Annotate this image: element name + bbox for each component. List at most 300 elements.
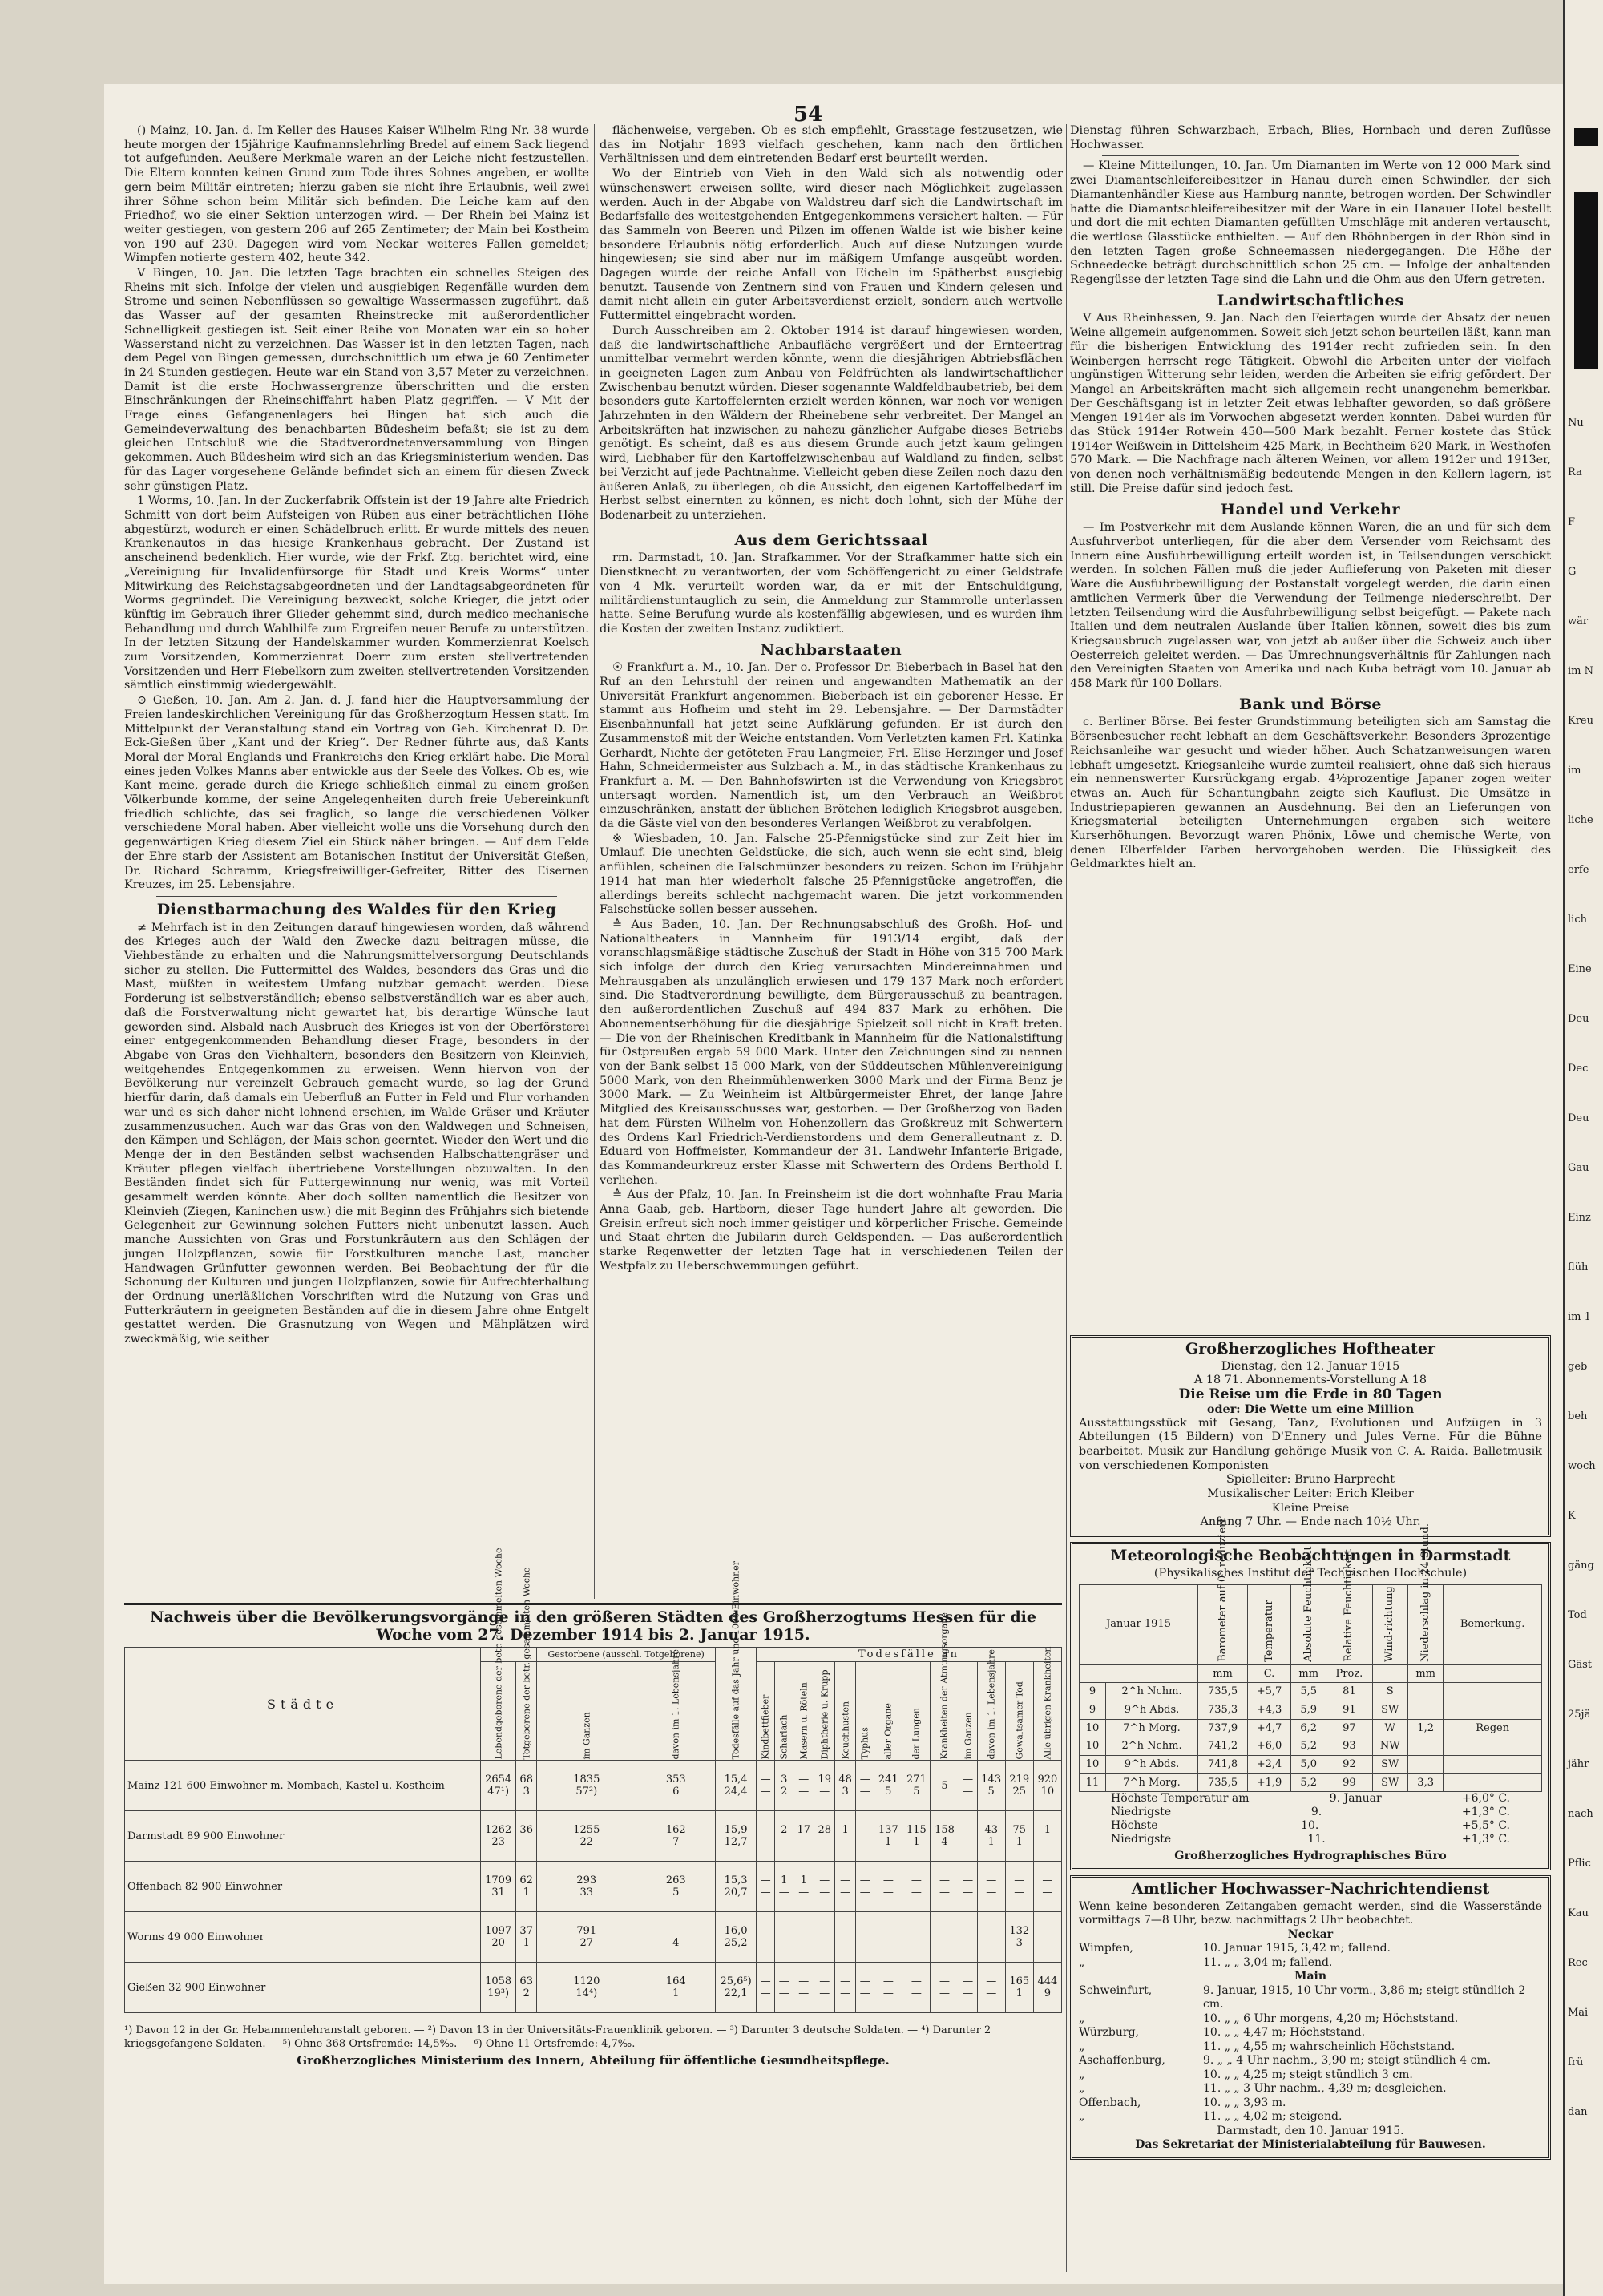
edge-fragment: Nu	[1568, 417, 1584, 429]
statistics-header-label: Gewaltsamer Tod	[1014, 1681, 1025, 1760]
statistics-cell: — —	[959, 1761, 977, 1811]
weather-cell: +2,4	[1248, 1756, 1291, 1774]
theater-spielleiter: Spielleiter: Bruno Harprecht	[1225, 1473, 1395, 1487]
statistics-cell: 143 5	[977, 1761, 1005, 1811]
water-level-row	[1079, 2068, 1542, 2083]
statistics-cell: 1 —	[835, 1811, 856, 1862]
statistics-cell: — —	[931, 1963, 959, 2013]
weather-header-label: Barometer auf 0° reduziert	[1216, 1518, 1229, 1662]
edge-fragment: Kreu	[1568, 715, 1593, 727]
weather-cell: NW	[1372, 1737, 1407, 1756]
weather-row	[1080, 1737, 1542, 1756]
news-worms: 1 Worms, 10. Jan. In der Zuckerfabrik Offstein ist der 19 Jahre alte Friedrich Schmitt von dort beim Aufsteigen von Rüben aus einer beträchtlichen Höhe abgestürzt, wodurch er einen Schädelbruch erlitt. Er wurde mittels des neuen Krankenautos in das hiesige Krankenhaus gebracht. Der Zustand ist anscheinend bedenklich. Hier wurde, wie der Frkf. Ztg. berichtet wird, eine „Vereinigung für Invalidenfürsorge für Stadt und Kreis Worms“ unter Mitwirkung des Reichstagsabgeordneten und der Landtagsabgeordneten für Worms gegründet. Die Vereinigung bezweckt, solche Krieger, die jetzt oder künftig im Gebrauch ihrer Glieder gehemmt sind, durch medico-mechanische Behandlung und durch Wahlhilfe zum Ergreifen neuer Berufe zu unterstützen. In der letzten Sitzung der Handelskammer wurden Kommerzienrat Koelsch zum Vorsitzenden, Kommerzienrat Doerr zum ersten stellvertretenden Vorsitzenden und Herr Fiebelkorn zum zweiten stellvertretenden Vorsitzenden sämtlich einstimmig wiedergewählt.	[124, 494, 589, 692]
edge-fragment: Deu	[1568, 1013, 1589, 1025]
water-level-row	[1079, 2110, 1542, 2125]
statistics-cell: 37 1	[516, 1912, 537, 1963]
weather-cell: 99	[1326, 1773, 1372, 1792]
col-todesfaelle: Todesfälle an	[757, 1648, 1062, 1662]
statistics-cell: 791 27	[537, 1912, 636, 1963]
weather-cell: 5,2	[1291, 1773, 1326, 1792]
edge-fragment: wär	[1568, 615, 1589, 627]
divider	[124, 1603, 1062, 1605]
weather-title: Meteorologische Beobachtungen in Darmstadt	[1110, 1547, 1511, 1565]
statistics-cell: — —	[874, 1862, 902, 1912]
statistics-cell: 241 5	[874, 1761, 902, 1811]
statistics-cell: — —	[856, 1912, 874, 1963]
weather-row	[1080, 1756, 1542, 1774]
statistics-cell: 137 1	[874, 1811, 902, 1862]
statistics-cell: 5	[931, 1761, 959, 1811]
edge-large-letter	[1574, 192, 1598, 369]
edge-fragment: jähr	[1568, 1758, 1589, 1770]
statistics-cell: — —	[814, 1862, 835, 1912]
weather-cell: 92	[1326, 1756, 1372, 1774]
edge-fragment: im N	[1568, 665, 1593, 677]
gauge-station: „	[1079, 2110, 1085, 2124]
statistics-cell: — —	[959, 1862, 977, 1912]
statistics-cell: 1835 57²)	[537, 1761, 636, 1811]
news-continuation: Dienstag führen Schwarzbach, Erbach, Blies, Hornbach und deren Zuflüsse Hochwasser.	[1070, 124, 1551, 151]
statistics-header	[835, 1662, 856, 1761]
theater-description: Ausstattungsstück mit Gesang, Tanz, Evolutionen und Aufzügen in 3 Abteilungen (15 Bildern) von D'Ennery und Jules Verne. Für die Bühne bearbeitet. Musik zur Handlung gehörige Musik von C. A. Raida. Balletmusik von verschiedenen Komponisten	[1079, 1416, 1542, 1472]
statistics-cell: 43 1	[977, 1811, 1005, 1862]
statistics-cell: — —	[1005, 1862, 1033, 1912]
theater-subtitle: oder: Die Wette um eine Million	[1206, 1402, 1415, 1416]
weather-cell	[1407, 1756, 1443, 1774]
weather-cell	[1407, 1683, 1443, 1701]
gauge-station: Offenbach,	[1079, 2096, 1141, 2109]
col-group-gestorbene: Gestorbene (ausschl. Totgeborene)	[537, 1648, 716, 1662]
statistics-row	[125, 1761, 1062, 1811]
hochwasser-box	[1070, 1875, 1551, 2160]
statistics-cell: — —	[856, 1963, 874, 2013]
gauge-station: „	[1079, 2012, 1085, 2025]
news-baden: ≙ Aus Baden, 10. Jan. Der Rechnungsabschluß des Großh. Hof- und Nationaltheaters in Mannheim für 1913/14 ergibt, daß der voranschlagsmäßige städtische Zuschuß der Stadt in Höhe von 315 700 Mark sich infolge der durch den Krieg verursachten Mindereinnahmen und Mehrausgaben als unzulänglich erwiesen und 179 137 Mark noch erfordert sind. Die Stadtverordnung bewilligte, dem Bürgerausschuß zu beantragen, den außerordentlichen Zuschuß auf 494 837 Mark zu erhöhen. Die Abonnementserhöhung für die diesjährige Spielzeit soll nicht in Kraft treten. — Die von der Rheinischen Kreditbank in Mannheim für die Nationalstiftung für Ostpreußen ergab 59 000 Mark. Unter den Zeichnungen sind zu nennen von der Bank selbst 15 000 Mark, von der Süddeutschen Mühlenvereinigung 5000 Mark, von den Rheinmühlenwerken 3000 Mark und der Firma Benz je 3000 Mark. — Zu Weinheim ist Altbürgermeister Ehret, der lange Jahre Mitglied des Kreisausschusses war, gestorben. — Der Großherzog von Baden hat dem Fürsten Wilhelm von Hohenzollern das Großkreuz mit Schwertern des Ordens Karl Friedrich-Verdienstordens und dem Generalleutnant z. D. Eduard von Hoffmeister, Kommandeur der 31. Landwehr-Infanterie-Brigade, das Kommandeurkreuz erster Klasse mit Schwertern des Ordens Berthold I. verliehen.	[600, 918, 1063, 1187]
page-number: 54	[793, 103, 823, 127]
statistics-cell: 1709 31	[481, 1862, 516, 1912]
weather-cell: 735,3	[1198, 1701, 1248, 1719]
water-level-row	[1079, 1984, 1542, 2012]
weather-header	[1326, 1549, 1372, 1664]
gauge-reading: 11. „ „ 4,55 m; wahrscheinlich Höchststand.	[1203, 2040, 1456, 2053]
statistics-cell: 1058 19³)	[481, 1963, 516, 2013]
adjacent-page-edge	[1563, 0, 1603, 2296]
statistics-cell: — —	[757, 1811, 775, 1862]
statistics-cell: — —	[835, 1862, 856, 1912]
weather-unit	[1372, 1664, 1407, 1683]
statistics-cell: 165 1	[1005, 1963, 1033, 2013]
theater-preise: Kleine Preise	[1271, 1501, 1350, 1515]
edge-fragment: Dec	[1568, 1063, 1589, 1075]
statistics-cell: — —	[977, 1862, 1005, 1912]
statistics-row	[125, 1912, 1062, 1963]
statistics-cell: 263 5	[636, 1862, 716, 1912]
statistics-header-label: im Ganzen	[963, 1712, 974, 1760]
hochwasser-intro: Wenn keine besonderen Zeitangaben gemacht werden, sind die Wasserstände vormittags 7—8 Uhr, bezw. nachmittags 2 Uhr beobachtet.	[1079, 1899, 1542, 1927]
edge-fragment: Rec	[1568, 1957, 1588, 1969]
statistics-cell: 15,4 24,4	[716, 1761, 757, 1811]
theater-title: Großherzogliches Hoftheater	[1185, 1340, 1435, 1358]
edge-fragment: Kau	[1568, 1907, 1589, 1919]
river-name: Neckar	[1287, 1927, 1334, 1941]
weather-extreme-value: Höchste	[1111, 1819, 1158, 1833]
weather-cell: 10	[1080, 1756, 1106, 1774]
statistics-footnotes: ¹) Davon 12 in der Gr. Hebammenlehranstalt geboren. — ²) Davon 13 in der Universitäts-Frauenklinik geboren. — ³) Darunter 3 deutsche Soldaten. — ⁴) Darunter 2 kriegsgefangene Soldaten. — ⁵) Ohne 368 Ortsfremde: 14,5‰. — ⁶) Ohne 11 Ortsfremde: 4,7‰.	[124, 2024, 991, 2050]
statistics-cell: 293 33	[537, 1862, 636, 1912]
column-rule	[1066, 124, 1067, 2272]
weather-cell: 5,9	[1291, 1701, 1326, 1719]
weather-extreme	[1079, 1792, 1542, 1806]
weather-row	[1080, 1719, 1542, 1737]
statistics-header	[977, 1649, 1005, 1761]
statistics-header	[902, 1662, 931, 1761]
statistics-cell: — —	[856, 1761, 874, 1811]
edge-fragment: Deu	[1568, 1112, 1589, 1124]
weather-cell: W	[1372, 1719, 1407, 1737]
statistics-header-label: aller Organe	[882, 1703, 894, 1760]
statistics-ministry: Großherzogliches Ministerium des Innern, Abteilung für öffentliche Gesundheitspflege.	[297, 2053, 890, 2068]
edge-fragment: Pflic	[1568, 1858, 1591, 1870]
statistics-row	[125, 1811, 1062, 1862]
weather-subtitle: (Physikalisches Institut der Technischen Hochschule)	[1153, 1566, 1468, 1580]
edge-fragment: liche	[1568, 814, 1593, 826]
news-pfalz: ≙ Aus der Pfalz, 10. Jan. In Freinsheim ist die dort wohnhafte Frau Maria Anna Gaab, geb. Hartborn, dieser Tage hundert Jahre alt geworden. Die Greisin erfreut sich noch immer geistiger und körperlicher Frische. Gemeinde und Staat ehrten die Jubilarin durch Geldspenden. — Das außerordentlich starke Regenwetter der letzten Tage hat in verschiedenen Teilen der Westpfalz zu Ueberschwemmungen geführt.	[600, 1188, 1063, 1273]
weather-cell: 741,2	[1198, 1737, 1248, 1756]
weather-extreme	[1079, 1806, 1542, 1819]
statistics-cell: 63 2	[516, 1963, 537, 2013]
weather-cell: 737,9	[1198, 1719, 1248, 1737]
statistics-cell: — —	[775, 1912, 793, 1963]
weather-header-label: Wind-richtung	[1383, 1585, 1396, 1662]
statistics-cell: — —	[835, 1963, 856, 2013]
gauge-station: Aschaffenburg,	[1079, 2054, 1165, 2068]
heading-bank: Bank und Börse	[1238, 695, 1383, 713]
hochwasser-date: Darmstadt, den 10. Januar 1915.	[1217, 2124, 1404, 2137]
weather-cell: +5,7	[1248, 1683, 1291, 1701]
weather-header: Januar 1915	[1080, 1584, 1198, 1664]
statistics-header	[874, 1662, 902, 1761]
edge-fragment: im	[1568, 765, 1581, 777]
statistics-cell: — —	[793, 1761, 814, 1811]
gauge-station: „	[1079, 2082, 1085, 2096]
weather-cell	[1444, 1737, 1542, 1756]
statistics-cell: 15,9 12,7	[716, 1811, 757, 1862]
water-level-row	[1079, 2040, 1542, 2055]
weather-cell	[1444, 1701, 1542, 1719]
weather-cell: +4,7	[1248, 1719, 1291, 1737]
statistics-header-label: Lebendgeborene der betr. gesammelten Woche	[493, 1547, 504, 1760]
statistics-cell: 1 —	[793, 1862, 814, 1912]
edge-fragment: K	[1568, 1510, 1576, 1522]
statistics-cell: — —	[757, 1912, 775, 1963]
weather-header	[1407, 1523, 1443, 1664]
weather-cell: 1,2	[1407, 1719, 1443, 1737]
news-rheinhessen: V Aus Rheinhessen, 9. Jan. Nach den Feiertagen wurde der Absatz der neuen Weine allgemein aufgenommen. Soweit sich jetzt schon beurteilen läßt, kann man für die bisherigen Entwicklung des 1914er recht zufrieden sein. In den Weinbergen herrscht rege Tätigkeit. Obwohl die Arbeiten unter der vielfach ungünstigen Witterung sehr leiden, werden die Arbeiten sie eifrig gefördert. Der Mangel an Arbeitskräften macht sich allgemein recht unangenehm bemerkbar. Der Geschäftsgang ist in letzter Zeit etwas lebhafter geworden, so daß größere Mengen 1914er als im Vorwochen abgesetzt werden konnten. Dabei wurden für das Stück 1914er Rotwein 450—500 Mark bezahlt. Ferner kostete das Stück 1914er Weißwein in Dittelsheim 425 Mark, in Bechtheim 620 Mark, in Westhofen 570 Mark. — Die Nachfrage nach älteren Weinen, vor allem 1912er und 1913er, von denen noch verhältnismäßig bedeutende Mengen in den Kellern lagern, ist still. Die Preise dafür sind jedoch fest.	[1070, 312, 1551, 495]
statistics-cell: 271 5	[902, 1761, 931, 1811]
weather-extreme-value: Höchste Temperatur am	[1111, 1792, 1250, 1806]
edge-fragment: geb	[1568, 1361, 1588, 1373]
news-postverkehr: — Im Postverkehr mit dem Auslande können Waren, die an und für sich dem Ausfuhrverbot unterliegen, für die aber dem Versender vom Reichsamt des Innern eine Ausfuhrbewilligung erteilt worden ist, in Teilsendungen verschickt werden. In solchen Fällen muß die jeder Auflieferung von Paketen mit dieser Ware die Ausfuhrbewilligung der Postanstalt vorgelegt werden, die darin einen amtlichen Vermerk über die Verwendung der Teilmenge niederschreibt. Der letzten Teilsendung wird die Ausfuhrbewilligung selbst beigefügt. — Pakete nach Italien und dem neutralen Auslande über Italien können, soweit dies bis zum Kriegsausbruch zugelassen war, von jetzt ab außer über die Schweiz auch über Oesterreich geleitet werden. — Das Umrechnungsverhältnis für Zahlungen nach den Vereinigten Staaten von Amerika und nach Kuba beträgt vom 10. Januar ab 458 Mark für 100 Dollars.	[1070, 521, 1551, 691]
weather-cell: Regen	[1444, 1719, 1542, 1737]
gauge-station: Würzburg,	[1079, 2026, 1139, 2040]
weather-cell: 5,0	[1291, 1756, 1326, 1774]
hochwasser-title: Amtlicher Hochwasser-Nachrichtendienst	[1131, 1880, 1490, 1899]
weather-cell	[1407, 1737, 1443, 1756]
edge-fragment: Einz	[1568, 1212, 1591, 1224]
weather-cell: +1,9	[1248, 1773, 1291, 1792]
weather-header	[1198, 1518, 1248, 1664]
weather-header	[1291, 1546, 1326, 1664]
weather-row	[1080, 1773, 1542, 1792]
statistics-cell: 16,0 25,2	[716, 1912, 757, 1963]
edge-fragment: Mai	[1568, 2007, 1589, 2019]
edge-fragment: Tod	[1568, 1609, 1587, 1621]
statistics-header-label: davon im 1. Lebensjahre	[670, 1649, 681, 1760]
weather-cell: SW	[1372, 1701, 1407, 1719]
population-statistics	[124, 1547, 1062, 2020]
edge-fragment: lich	[1568, 914, 1587, 926]
edge-fragment: flüh	[1568, 1261, 1589, 1273]
statistics-cell: 36 —	[516, 1811, 537, 1862]
gauge-station: „	[1079, 1955, 1085, 1969]
gauge-reading: 10. „ „ 4,25 m; steigt stündlich 3 cm.	[1203, 2068, 1413, 2081]
statistics-header	[481, 1547, 516, 1761]
statistics-header-label: Kindbettfieber	[760, 1694, 771, 1760]
weather-extreme-value: 9. Januar	[1329, 1792, 1382, 1806]
edge-fragment: nach	[1568, 1808, 1593, 1820]
water-level-row	[1079, 2012, 1542, 2027]
gauge-reading: 9. „ „ 4 Uhr nachm., 3,90 m; steigt stündlich 4 cm.	[1203, 2054, 1492, 2068]
statistics-cell: — —	[977, 1963, 1005, 2013]
weather-header	[1372, 1584, 1407, 1664]
weather-cell: 91	[1326, 1701, 1372, 1719]
statistics-row	[125, 1963, 1062, 2013]
edge-fragment: woch	[1568, 1460, 1596, 1472]
weather-extreme-value: +6,0° C.	[1461, 1792, 1510, 1806]
statistics-cell: — —	[931, 1912, 959, 1963]
heading-handel: Handel und Verkehr	[1221, 500, 1400, 519]
hochwasser-signature: Das Sekretariat der Ministerialabteilung für Bauwesen.	[1135, 2138, 1486, 2152]
weather-extreme-value: 9.	[1310, 1806, 1322, 1819]
theater-time: Anfang 7 Uhr. — Ende nach 10½ Uhr.	[1200, 1515, 1421, 1529]
weather-header-label: Temperatur	[1262, 1600, 1275, 1662]
edge-fragment: gäng	[1568, 1560, 1594, 1572]
statistics-cell: 1 —	[775, 1862, 793, 1912]
weather-header	[1248, 1584, 1291, 1664]
statistics-header-label: Masern u. Röteln	[798, 1682, 810, 1760]
statistics-cell: 1097 20	[481, 1912, 516, 1963]
city-name: Worms 49 000 Einwohner	[125, 1912, 481, 1963]
statistics-cell: 132 3	[1005, 1912, 1033, 1963]
statistics-cell: — —	[793, 1912, 814, 1963]
theater-date: Dienstag, den 12. Januar 1915	[1221, 1359, 1400, 1373]
court-report: rm. Darmstadt, 10. Jan. Strafkammer. Vor der Strafkammer hatte sich ein Dienstknecht zu verantworten, der vom Schöffengericht zu einer Geldstrafe von 4 Mk. verurteilt worden war, da er mit der Entschuldigung, militärdienstuntauglich zu sein, die Anmeldung zur Stammrolle unterlassen hatte. Seine Berufung wurde als kostenfällig abgewiesen, und es wurden ihm die Kosten der zweiten Instanz zudiktiert.	[600, 551, 1063, 636]
weather-row	[1080, 1683, 1542, 1701]
divider	[156, 896, 557, 897]
weather-cell: 9^h Abds.	[1105, 1756, 1197, 1774]
column-3-lower	[1070, 1330, 1551, 2165]
statistics-header-label: Typhus	[859, 1727, 870, 1760]
statistics-header-label: Totgeborene der betr. gesammelten Woche	[521, 1567, 532, 1760]
weather-extreme	[1079, 1833, 1542, 1846]
weather-cell: +4,3	[1248, 1701, 1291, 1719]
weather-cell	[1407, 1701, 1443, 1719]
statistics-header-label: Alle übrigen Krankheiten	[1042, 1646, 1053, 1760]
weather-cell: 735,5	[1198, 1773, 1248, 1792]
article-wald-cont: flächenweise, vergeben. Ob es sich empfiehlt, Grasstage festzusetzen, wie das im Notjahr 1893 vielfach geschehen, kann nach den örtlichen Verhältnissen und dem eintretenden Bedarf erst beurteilt werden.	[600, 124, 1063, 166]
news-kleine-mitteilungen: — Kleine Mitteilungen, 10. Jan. Um Diamanten im Werte von 12 000 Mark sind zwei Diamantschleifereibesitzer in Hanau durch einen Schwindler, der sich Diamantenhändler Kiese aus Hamburg nannte, betrogen worden. Der Schwindler hatte die Diamantschleifereibesitzer mit der Ware in ein Hanauer Hotel bestellt und dort die mit echten Diamanten gefüllten Umschläge mit anderen vertauscht, die wertlose Glasstücke enthielten. — Auf den Rhöhnbergen in der Rhön sind in den letzten Tagen große Schneemassen niedergegangen. Die Höhe der Schneedecke beträgt durchschnittlich schon 25 cm. — Infolge der anhaltenden Regengüsse der letzten Tage sind die Lahn und die Ohm aus den Ufern getreten.	[1070, 159, 1551, 287]
weather-cell: 2^h Nchm.	[1105, 1683, 1197, 1701]
statistics-cell: 353 6	[636, 1761, 716, 1811]
gauge-reading: 10. „ „ 4,47 m; Höchststand.	[1203, 2026, 1366, 2040]
weather-cell: 5,5	[1291, 1683, 1326, 1701]
article-wald: ≠ Mehrfach ist in den Zeitungen darauf hingewiesen worden, daß während des Krieges auch der Wald den Zwecke dazu beitragen müsse, die Viehbestände zu erhalten und die Nahrungsmittelversorgung Deutschlands sicher zu stellen. Die Futtermittel des Waldes, besonders das Gras und die Mast, müßten in weitestem Umfang nutzbar gemacht werden. Diese Forderung ist selbstverständlich; ebenso selbstverständlich war es aber auch, daß die Forstverwaltung nicht gewartet hat, bis derartige Wünsche laut geworden sind. Alsbald nach Ausbruch des Krieges ist von der Oberförsterei einer entgegenkommenden Behandlung dieser Frage, besonders in der Abgabe von Gras den Viehhaltern, besonders den Besitzern von Kleinvieh, weitgehendes Entgegenkommen zu erweisen. Wenn hiervon von der Bevölkerung nur vereinzelt Gebrauch gemacht wurde, so lag der Grund hierfür darin, daß damals ein Ueberfluß an Futter in Feld und Flur vorhanden war und es sich daher nicht lohnend erschien, im Walde Gräser und Kräuter zusammenzusuchen. Auch war das Gras von den Waldwegen und Schneisen, den Kämpen und Schlägen, der Mais schon geerntet. Wieder den Wert und die Menge der in den Beständen selbst wachsenden Halbschattengräser und Kräuter pflegen vielfach übertriebene Vorstellungen obzuwalten. In den Beständen findet sich für Futtergewinnung nur wenig, was mit Vorteil gesammelt werden könnte. Aber doch sollten namentlich die Besitzer von Kleinvieh (Ziegen, Kaninchen usw.) die mit Beginn des Frühjahrs sich bietende Gelegenheit zur Gewinnung solchen Futters nicht unbenutzt lassen. Auch manche Aussichten von Gras und Forstunkräutern aus den Schlägen der jungen Holzpflanzen, sowie für Forstkulturen manche Last, mancher Handwagen Grünfutter gewonnen werden. Bei Beobachtung der für die Schonung der Kulturen und jungen Holzpflanzen, sowie für Aufrechterhaltung der Ordnung unerläßlichen Vorschriften wird die Nutzung von Gras und Futterkräutern in geeigneten Beständen auf die in diesem Jahre ohne Entgelt gestattet werden. Die Grasnutzung von Wegen und Mähplätzen wird zweckmäßig, wie seither	[124, 921, 589, 1346]
weather-unit: mm	[1291, 1664, 1326, 1683]
weather-unit: Proz.	[1326, 1664, 1372, 1683]
statistics-cell: 115 1	[902, 1811, 931, 1862]
edge-fragment: im 1	[1568, 1311, 1591, 1323]
statistics-cell: 1262 23	[481, 1811, 516, 1862]
column-rule	[594, 124, 595, 1599]
statistics-cell: — 4	[636, 1912, 716, 1963]
edge-fragment: Eine	[1568, 963, 1592, 975]
weather-unit: C.	[1248, 1664, 1291, 1683]
gauge-station: „	[1079, 2040, 1085, 2053]
water-level-row	[1079, 1956, 1542, 1971]
weather-cell: 3,3	[1407, 1773, 1443, 1792]
statistics-cell: — —	[959, 1912, 977, 1963]
statistics-header	[1033, 1646, 1061, 1761]
weather-cell: 9^h Abds.	[1105, 1701, 1197, 1719]
statistics-header-label: der Lungen	[911, 1708, 922, 1760]
weather-extreme-value: +1,3° C.	[1461, 1833, 1510, 1846]
weather-cell: SW	[1372, 1756, 1407, 1774]
statistics-header	[1005, 1662, 1033, 1761]
statistics-header-label: Diphtherie u. Krupp	[819, 1669, 830, 1760]
statistics-header	[793, 1662, 814, 1761]
weather-cell: 93	[1326, 1737, 1372, 1756]
statistics-cell: — —	[856, 1811, 874, 1862]
statistics-header-label: Krankheiten der Atmungsorgane	[939, 1612, 950, 1760]
article-wald-cont: Durch Ausschreiben am 2. Oktober 1914 ist darauf hingewiesen worden, daß die landwirtschaftliche Anbaufläche vergrößert und der Ernteertrag unmittelbar vermehrt werden könnte, wenn die diesjährigen Abtriebsflächen in geeigneten Lagen zum Anbau von Feldfrüchten als landwirtschaftlicher Zwischenbau benutzt würden. Dieser sogenannte Waldfeldbaubetrieb, bei dem besonders gute Kartoffelernten erzielt werden können, war noch vor wenigen Jahrzehnten in den Wäldern der Rheinebene sehr verbreitet. Der Mangel an Arbeitskräften hat inzwischen zu nahezu gänzlicher Aufgabe dieses Betriebs genötigt. Es scheint, daß es aus diesem Grunde auch jetzt kaum gelingen wird, Liebhaber für den Kartoffelzwischenbau auf Waldland zu finden, selbst bei Verzicht auf jede Pachtnahme. Vielleicht geben diese Zeilen noch dazu den äußeren Anlaß, zu überlegen, ob die Aussicht, den eigenen Kartoffelbedarf im Herbst selbst einernten zu können, es nicht doch lohnt, sich der Mühe der Bodenarbeit zu unterziehen.	[600, 324, 1063, 522]
statistics-header	[757, 1662, 775, 1761]
heading-gerichtssaal: Aus dem Gerichtssaal	[734, 531, 928, 549]
water-level-row	[1079, 2082, 1542, 2096]
weather-header: Bemerkung.	[1444, 1584, 1542, 1664]
weather-extreme-value: 10.	[1301, 1819, 1319, 1833]
statistics-cell: — —	[902, 1912, 931, 1963]
statistics-header-label: davon im 1. Lebensjahre	[986, 1649, 997, 1760]
water-level-row	[1079, 1942, 1542, 1956]
heading-landwirtschaft: Landwirtschaftliches	[1217, 291, 1404, 309]
statistics-cell: 444 9	[1033, 1963, 1061, 2013]
weather-extreme-value: Niedrigste	[1111, 1806, 1172, 1819]
statistics-cell: — —	[902, 1963, 931, 2013]
gauge-station: Schweinfurt,	[1079, 1983, 1153, 1997]
statistics-cell: 1120 14⁴)	[537, 1963, 636, 2013]
theater-abonnement: A 18 71. Abonnements-Vorstellung A 18	[1193, 1374, 1427, 1387]
statistics-cell: — —	[856, 1862, 874, 1912]
column-3	[1070, 124, 1551, 1326]
gauge-reading: 11. „ „ 3 Uhr nachm., 4,39 m; desgleichen.	[1203, 2082, 1447, 2096]
heading-wald: Dienstbarmachung des Waldes für den Krieg	[156, 900, 557, 918]
gauge-station: Wimpfen,	[1079, 1942, 1133, 1955]
column-2	[600, 124, 1063, 1599]
statistics-cell: — —	[1033, 1862, 1061, 1912]
statistics-footer	[124, 2024, 1062, 2068]
statistics-cell: — —	[874, 1912, 902, 1963]
statistics-cell: 3 2	[775, 1761, 793, 1811]
statistics-header	[516, 1567, 537, 1761]
river-name: Main	[1294, 1970, 1327, 1983]
gauge-reading: 11. „ „ 4,02 m; steigend.	[1203, 2110, 1343, 2124]
col-staedte: Städte	[125, 1648, 481, 1761]
weather-cell	[1444, 1773, 1542, 1792]
news-bingen: V Bingen, 10. Jan. Die letzten Tage brachten ein schnelles Steigen des Rheins mit sich. Infolge der vielen und ausgiebigen Regenfälle wurden dem Strome und seinen Nebenflüssen so gewaltige Wassermassen zugeführt, daß das Wasser auf der gesamten Rheinstrecke mit außerordentlicher Schnelligkeit gestiegen ist. Seit einer Reihe von Monaten war ein so hoher Wasserstand nicht zu verzeichnen. Das Wasser ist in den letzten Tagen, nach dem Pegel von Bingen gemessen, durchschnittlich um etwa je 60 Zentimeter in 24 Stunden gestiegen. Heute war ein Stand von 3,57 Meter zu verzeichnen. Damit ist die erste Hochwassergrenze überschritten und die ersten Einschränkungen der Rheinschiffahrt haben Platz gegriffen. — V Mit der Frage eines Gefangenenlagers bei Bingen hat sich auch die Gemeindeverwaltung des benachbarten Büdesheim befaßt; sie ist zu dem gleichen Entschluß wie die Stadtverordnetenversammlung von Bingen gekommen. Auch Büdesheim wird sich an das Kriegsministerium wenden. Das für das Lager vorgesehene Gelände befindet sich an einem für diesen Zweck sehr günstigen Platz.	[124, 267, 589, 493]
statistics-cell: 17 —	[793, 1811, 814, 1862]
statistics-cell: 15,3 20,7	[716, 1862, 757, 1912]
weather-cell: 81	[1326, 1683, 1372, 1701]
statistics-header	[537, 1662, 636, 1761]
news-giessen: ⊙ Gießen, 10. Jan. Am 2. Jan. d. J. fand hier die Hauptversammlung der Freien landeskirchlichen Vereinigung für das Großherzogtum Hessen statt. Im Mittelpunkt der Veranstaltung stand ein Vortrag von Geh. Kirchenrat D. Dr. Eck-Gießen über „Kant und der Krieg“. Der Redner führte aus, daß Kants Moral der Moral Englands und Frankreichs den Krieg erklärt habe. Die Moral eines jeden Volkes Manns aber entwickle aus der Seele des Volkes. Ob es, wie Kant meine, gerade durch die Kriege schließlich einmal zu einem großen Völkerbunde komme, der seine Angelegenheiten durch freie Uebereinkunft friedlich schlichte, das sei fraglich, so lange die verschiedenen Völker verschiedene Moral haben. Aber vielleicht wolle uns die Vorsehung durch den gegenwärtigen Krieg diesem Ziel ein Stück näher bringen. — Auf dem Felde der Ehre starb der Assistent am Botanischen Institut der Universität Gießen, Dr. Richard Schramm, Kriegsfreiwilliger-Gefreiter, Ritter des Eisernen Kreuzes, im 25. Lebensjahre.	[124, 694, 589, 892]
statistics-cell: — —	[814, 1912, 835, 1963]
statistics-cell: 28 —	[814, 1811, 835, 1862]
statistics-cell: — —	[835, 1912, 856, 1963]
weather-cell	[1444, 1756, 1542, 1774]
statistics-cell: 162 7	[636, 1811, 716, 1862]
weather-extrema	[1079, 1792, 1542, 1846]
statistics-cell: 2654 47¹)	[481, 1761, 516, 1811]
statistics-cell: — —	[874, 1963, 902, 2013]
weather-unit	[1444, 1664, 1542, 1683]
statistics-header	[856, 1662, 874, 1761]
weather-cell: 5,2	[1291, 1737, 1326, 1756]
weather-cell: 735,5	[1198, 1683, 1248, 1701]
weather-cell: 9	[1080, 1701, 1106, 1719]
statistics-header	[931, 1612, 959, 1761]
statistics-cell: 1255 22	[537, 1811, 636, 1862]
water-level-row	[1079, 2096, 1542, 2111]
edge-fragment: Ra	[1568, 466, 1582, 478]
weather-cell: 10	[1080, 1719, 1106, 1737]
weather-extreme-value: +5,5° C.	[1461, 1819, 1510, 1833]
weather-extreme-value: +1,3° C.	[1461, 1806, 1510, 1819]
statistics-cell: — —	[775, 1963, 793, 2013]
statistics-title: Nachweis über die Bevölkerungsvorgänge in den größeren Städten des Großherzogtums Hessen für die Woche vom 27. Dezember 1914 bis 2. Januar 1915.	[150, 1608, 1036, 1644]
statistics-cell: — —	[757, 1761, 775, 1811]
statistics-header	[775, 1662, 793, 1761]
edge-heading-block	[1574, 128, 1598, 146]
water-level-row	[1079, 2054, 1542, 2068]
statistics-cell: — —	[793, 1963, 814, 2013]
gauge-reading: 11. „ „ 3,04 m; fallend.	[1203, 1955, 1333, 1969]
weather-cell: 6,2	[1291, 1719, 1326, 1737]
news-frankfurt: ☉ Frankfurt a. M., 10. Jan. Der o. Professor Dr. Bieberbach in Basel hat den Ruf an den Lehrstuhl der reinen und angewandten Mathematik an der Universität Frankfurt angenommen. Bieberbach ist ein geborener Hesse. Er stammt aus Hofheim und steht im 29. Lebensjahre. — Der Darmstädter Eisenbahnunfall hat jetzt seine Aufklärung gefunden. Er ist durch den Zusammenstoß mit der Weiche entstanden. Vom Verletzten kamen Frl. Katinka Gerhardt, Nichte der getöteten Frau Langmeier, Frl. Elise Herzinger und Josef Hahn, Schneidermeister aus Sulzbach a. M., in das städtische Krankenhaus zu Frankfurt a. M. — Den Bahnhofswirten ist die Verwendung von Kriegsbrot untersagt worden. Namentlich ist, um den Verbrauch an Weißbrot einzuschränken, anstatt der üblichen Brötchen lediglich Kriegsbrot ausgeben, da die Gäste viel von den besonderes Verlangen Weißbrot zu verabfolgen.	[600, 661, 1063, 831]
city-name: Darmstadt 89 900 Einwohner	[125, 1811, 481, 1862]
theater-play: Die Reise um die Erde in 80 Tagen	[1178, 1386, 1443, 1403]
weather-cell: SW	[1372, 1773, 1407, 1792]
gauge-reading: 10. „ „ 3,93 m.	[1203, 2096, 1286, 2109]
statistics-cell: 2 —	[775, 1811, 793, 1862]
statistics-cell: 219 25	[1005, 1761, 1033, 1811]
statistics-cell: — —	[902, 1862, 931, 1912]
statistics-cell: 68 3	[516, 1761, 537, 1811]
edge-fragment: erfe	[1568, 864, 1589, 876]
edge-fragment: Gau	[1568, 1162, 1589, 1174]
statistics-header	[959, 1662, 977, 1761]
statistics-header	[814, 1662, 835, 1761]
edge-fragment: F	[1568, 516, 1576, 528]
